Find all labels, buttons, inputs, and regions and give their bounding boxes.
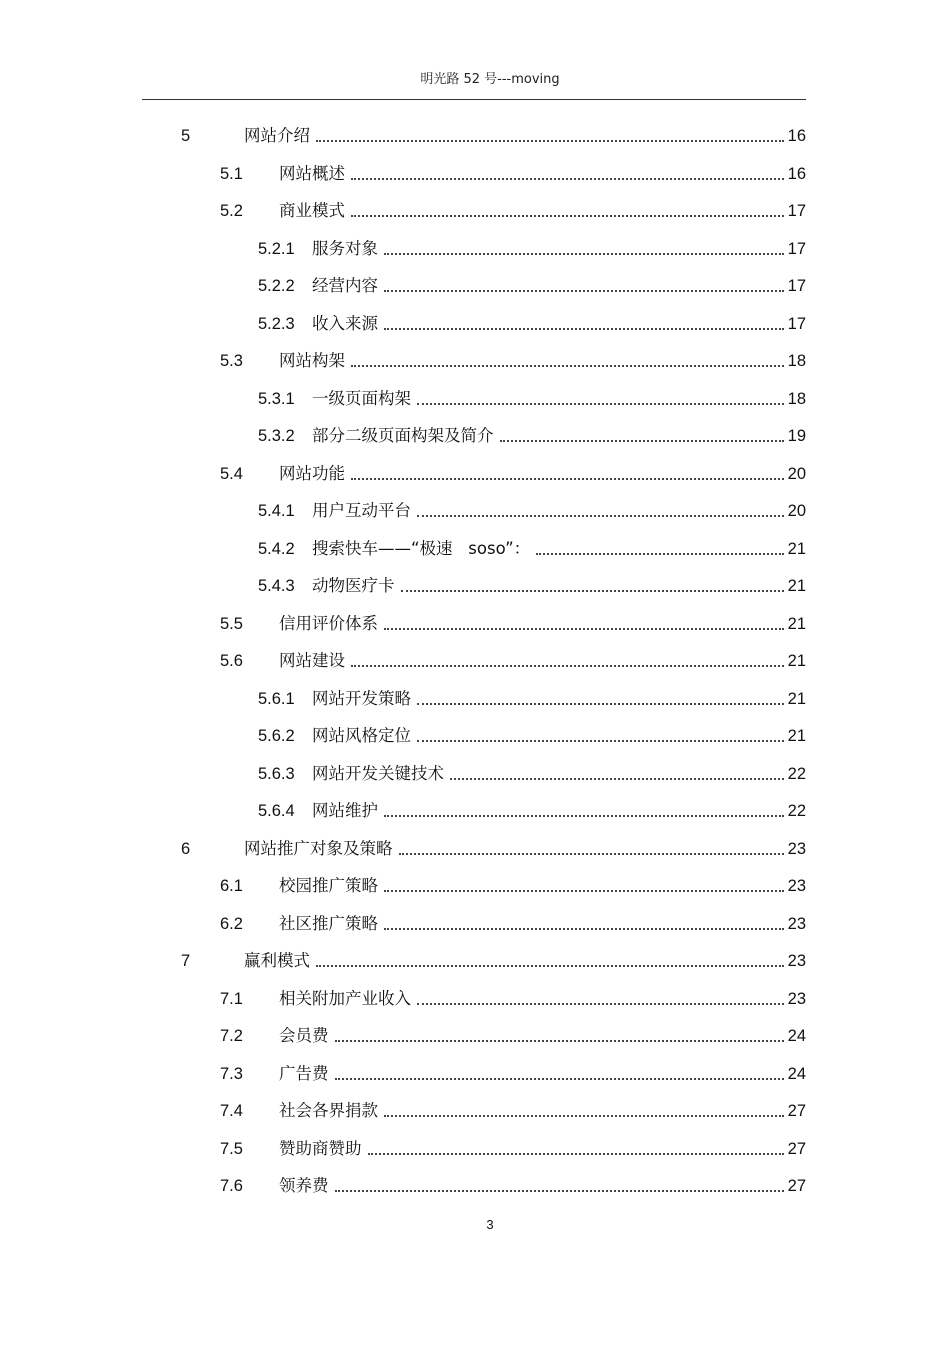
toc-entry-title: 社会各界捐款 bbox=[279, 1101, 378, 1120]
toc-entry-number: 5.5 bbox=[220, 614, 243, 633]
toc-entry-number: 5.6 bbox=[220, 652, 243, 670]
toc-entry[interactable] bbox=[258, 306, 806, 334]
toc-entry[interactable] bbox=[220, 868, 806, 896]
toc-entry-number: 7.2 bbox=[220, 1027, 243, 1045]
dot-leader bbox=[417, 501, 784, 517]
dot-leader bbox=[384, 239, 784, 255]
toc-entry-number: 7.4 bbox=[220, 1102, 243, 1120]
toc-entry-page: 22 bbox=[787, 764, 806, 783]
toc-entry-title: 网站维护 bbox=[312, 801, 378, 820]
dot-leader bbox=[384, 1101, 784, 1117]
toc-entry-title: 部分二级页面构架及简介 bbox=[312, 426, 494, 445]
dot-leader bbox=[316, 126, 784, 142]
toc-entry[interactable] bbox=[258, 493, 806, 521]
toc-entry-number: 5.2.1 bbox=[258, 239, 295, 258]
toc-entry-page: 20 bbox=[787, 502, 806, 520]
toc-entry[interactable] bbox=[181, 118, 806, 146]
toc-entry-page: 23 bbox=[787, 952, 806, 970]
toc-entry-number: 5.2 bbox=[220, 202, 243, 220]
toc-entry[interactable] bbox=[220, 1056, 806, 1084]
toc-entry-number: 5.6.3 bbox=[258, 764, 295, 783]
toc-entry-number: 5.3 bbox=[220, 352, 243, 370]
toc-entry-number: 5.2.3 bbox=[258, 314, 295, 333]
dot-leader bbox=[384, 276, 784, 292]
toc-entry-number: 5.6.4 bbox=[258, 802, 295, 820]
toc-entry[interactable] bbox=[220, 906, 806, 934]
toc-entry-page: 23 bbox=[787, 877, 806, 895]
toc-entry-page: 21 bbox=[787, 689, 806, 708]
dot-leader bbox=[351, 351, 784, 367]
toc-entry-page: 23 bbox=[787, 839, 806, 858]
toc-entry[interactable] bbox=[181, 943, 806, 971]
toc-entry-page: 19 bbox=[787, 427, 806, 445]
dot-leader bbox=[417, 389, 784, 405]
toc-entry-title: 社区推广策略 bbox=[279, 913, 378, 933]
toc-entry-page: 17 bbox=[787, 202, 806, 220]
toc-entry-title: 网站风格定位 bbox=[312, 726, 411, 745]
toc-entry-number: 5.2.2 bbox=[258, 277, 295, 295]
toc-entry-page: 27 bbox=[787, 1139, 806, 1158]
toc-entry-number: 5 bbox=[181, 127, 191, 145]
dot-leader bbox=[351, 464, 784, 480]
toc-entry-number: 7.3 bbox=[220, 1064, 243, 1083]
toc-entry-number: 5.6.2 bbox=[258, 727, 295, 745]
toc-entry-number: 5.6.1 bbox=[258, 689, 295, 708]
toc-entry-page: 21 bbox=[787, 539, 806, 558]
dot-leader bbox=[384, 614, 784, 630]
toc-entry[interactable] bbox=[181, 831, 806, 859]
toc-entry-title: 商业模式 bbox=[279, 201, 345, 220]
toc-entry-title: 网站推广对象及策略 bbox=[244, 838, 393, 858]
dot-leader bbox=[335, 1026, 784, 1042]
toc-entry-title: 经营内容 bbox=[312, 276, 378, 295]
toc-entry-title: 网站介绍 bbox=[244, 126, 310, 145]
toc-entry-page: 17 bbox=[787, 277, 806, 295]
dot-leader bbox=[500, 426, 784, 442]
toc-entry-page: 18 bbox=[787, 389, 806, 408]
page-number: 3 bbox=[486, 1217, 494, 1232]
dot-leader bbox=[335, 1064, 784, 1080]
dot-leader bbox=[351, 164, 784, 180]
toc-entry[interactable] bbox=[220, 456, 806, 484]
toc-entry[interactable] bbox=[258, 268, 806, 296]
page-header: 明光路 52 号---moving bbox=[420, 72, 560, 87]
toc-entry-page: 23 bbox=[787, 989, 806, 1008]
toc-entry-title: 网站开发策略 bbox=[312, 688, 411, 708]
toc-entry-page: 27 bbox=[787, 1102, 806, 1120]
header-rule bbox=[142, 99, 806, 100]
toc-entry-title: 赞助商赞助 bbox=[279, 1138, 362, 1158]
toc-entry-number: 5.4.2 bbox=[258, 539, 295, 558]
toc-entry[interactable] bbox=[258, 568, 806, 596]
toc-entry-page: 20 bbox=[787, 464, 806, 483]
toc-entry[interactable] bbox=[258, 231, 806, 259]
toc-entry[interactable] bbox=[220, 156, 806, 184]
toc-entry-title: 校园推广策略 bbox=[279, 876, 378, 895]
toc-entry-title: 收入来源 bbox=[312, 313, 378, 333]
toc-entry-title: 会员费 bbox=[279, 1026, 329, 1045]
toc-entry[interactable] bbox=[220, 1093, 806, 1121]
toc-entry-page: 24 bbox=[787, 1064, 806, 1083]
toc-entry-title: 动物医疗卡 bbox=[312, 576, 395, 595]
toc-entry-page: 23 bbox=[787, 914, 806, 933]
toc-entry-number: 5.3.2 bbox=[258, 427, 295, 445]
dot-leader bbox=[417, 989, 784, 1005]
toc-entry-title: 网站构架 bbox=[279, 351, 345, 370]
toc-entry[interactable] bbox=[258, 756, 806, 784]
dot-leader bbox=[401, 576, 784, 592]
toc-entry-title: 用户互动平台 bbox=[312, 501, 411, 520]
toc-entry[interactable] bbox=[220, 981, 806, 1009]
toc-entry-number: 5.3.1 bbox=[258, 389, 295, 408]
dot-leader bbox=[384, 876, 784, 892]
toc-entry-title: 广告费 bbox=[279, 1063, 329, 1083]
toc-entry[interactable] bbox=[220, 1018, 806, 1046]
toc-entry-number: 6.1 bbox=[220, 877, 243, 895]
toc-entry-number: 7.1 bbox=[220, 989, 243, 1008]
toc-entry[interactable] bbox=[258, 381, 806, 409]
dot-leader bbox=[399, 839, 784, 855]
toc-entry-title: 网站建设 bbox=[279, 651, 345, 670]
toc-entry-page: 21 bbox=[787, 614, 806, 633]
toc-entry[interactable] bbox=[220, 1168, 806, 1196]
toc-entry-page: 22 bbox=[787, 802, 806, 820]
toc-entry[interactable] bbox=[258, 418, 806, 446]
toc-entry-title: 搜索快车——“极速 soso”： bbox=[312, 538, 531, 558]
dot-leader bbox=[384, 801, 784, 817]
dot-leader bbox=[417, 726, 784, 742]
toc-entry-number: 7.5 bbox=[220, 1139, 243, 1158]
toc-entry-title: 网站功能 bbox=[279, 463, 345, 483]
toc-entry-page: 16 bbox=[787, 164, 806, 183]
toc-entry[interactable] bbox=[220, 343, 806, 371]
toc-entry[interactable] bbox=[258, 718, 806, 746]
toc-entry-number: 6.2 bbox=[220, 914, 243, 933]
toc-entry[interactable] bbox=[258, 793, 806, 821]
toc-entry-page: 21 bbox=[787, 652, 806, 670]
dot-leader bbox=[335, 1176, 784, 1192]
toc-entry-title: 相关附加产业收入 bbox=[279, 988, 411, 1008]
dot-leader bbox=[417, 689, 784, 705]
dot-leader bbox=[536, 539, 784, 555]
toc-entry-page: 24 bbox=[787, 1027, 806, 1045]
toc-entry-title: 赢利模式 bbox=[244, 951, 310, 970]
toc-entry[interactable] bbox=[220, 193, 806, 221]
toc-entry-title: 领养费 bbox=[279, 1176, 329, 1195]
toc-entry-page: 16 bbox=[787, 127, 806, 145]
dot-leader bbox=[384, 914, 784, 930]
toc-entry-page: 17 bbox=[787, 314, 806, 333]
toc-entry[interactable] bbox=[258, 681, 806, 709]
toc-entry-page: 21 bbox=[787, 577, 806, 595]
toc-entry-page: 27 bbox=[787, 1177, 806, 1195]
dot-leader bbox=[384, 314, 784, 330]
toc-entry[interactable] bbox=[220, 1131, 806, 1159]
toc-entry[interactable] bbox=[220, 643, 806, 671]
dot-leader bbox=[450, 764, 784, 780]
toc-entry-page: 17 bbox=[787, 239, 806, 258]
dot-leader bbox=[351, 651, 784, 667]
dot-leader bbox=[351, 201, 784, 217]
dot-leader bbox=[368, 1139, 784, 1155]
toc-entry-page: 21 bbox=[787, 727, 806, 745]
toc-entry-number: 5.4.3 bbox=[258, 577, 295, 595]
toc-entry-number: 5.4.1 bbox=[258, 502, 295, 520]
toc-entry-number: 5.4 bbox=[220, 464, 243, 483]
toc-entry-number: 7 bbox=[181, 952, 191, 970]
toc-entry-page: 18 bbox=[787, 352, 806, 370]
toc-entry-title: 服务对象 bbox=[312, 238, 378, 258]
toc-entry-number: 5.1 bbox=[220, 164, 243, 183]
toc-entry-title: 一级页面构架 bbox=[312, 388, 411, 408]
toc-entry[interactable] bbox=[220, 606, 806, 634]
toc-entry-title: 网站概述 bbox=[279, 163, 345, 183]
toc-entry-title: 网站开发关键技术 bbox=[312, 763, 444, 783]
toc-entry-title: 信用评价体系 bbox=[279, 613, 378, 633]
dot-leader bbox=[316, 951, 784, 967]
toc-entry[interactable] bbox=[258, 531, 806, 559]
toc-entry-number: 6 bbox=[181, 839, 191, 858]
toc-entry-number: 7.6 bbox=[220, 1177, 243, 1195]
